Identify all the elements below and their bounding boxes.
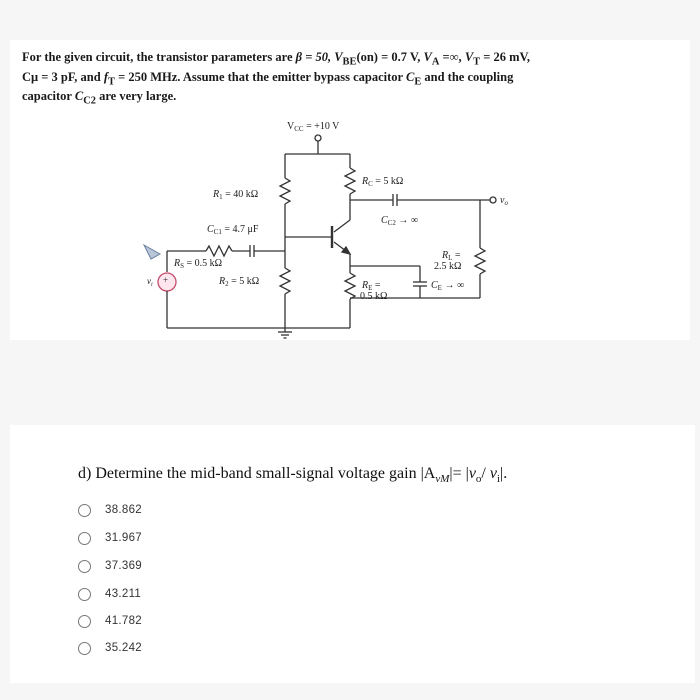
rl-resistor: [475, 248, 485, 274]
radio-button[interactable]: [78, 615, 91, 628]
answer-option-6[interactable]: [78, 638, 142, 658]
vo-terminal: [490, 197, 496, 203]
cc2-label: $C_{C2}$ → ∞: [381, 215, 418, 227]
bjt-collector-leg: [334, 220, 350, 232]
source-plus-sign: +: [163, 275, 169, 285]
answer-option-5[interactable]: [78, 611, 142, 631]
answer-option-label: 41.782: [105, 615, 142, 627]
question-text: d) Determine the mid-band small-signal voltage gain $|A_{vM}|= |v_o/$ $v_i|$.: [78, 465, 508, 486]
vcc-label: $V_{CC} = +10$ V: [287, 121, 340, 133]
radio-button[interactable]: [78, 504, 91, 517]
answer-option-label: 35.242: [105, 642, 142, 654]
radio-button[interactable]: [78, 532, 91, 545]
answer-option-3[interactable]: [78, 556, 142, 576]
answer-option-4[interactable]: [78, 584, 141, 604]
circuit-diagram: [10, 40, 690, 340]
radio-button[interactable]: [78, 560, 91, 573]
vcc-terminal: [315, 135, 321, 141]
problem-statement: For the given circuit, the transistor parameters are β = 50, $V_{BE}(on) = 0.7$ V, $V_A$ =∞, $V_T = 26$ mV, Cμ = 3 pF, and $f_T = 250$ MHz. Assume that the emitter bypass capacitor $C_E$ and the coupling capacitor $C_{C2}$ are very large.: [22, 50, 531, 107]
rc-resistor: [345, 168, 355, 194]
rl-label: $R_L$ =: [442, 250, 461, 262]
re-label: $R_E$ =: [362, 280, 381, 292]
ce-label: $C_E$ → ∞: [431, 280, 465, 292]
problem-text-line3: capacitor: [22, 89, 75, 103]
vo-label: $v_o$: [500, 195, 508, 207]
rc-label: $R_C = 5$ kΩ: [362, 176, 404, 188]
answer-option-label: 37.369: [105, 560, 142, 572]
r2-resistor: [280, 268, 290, 294]
problem-text-line2: Cμ = 3 pF, and: [22, 69, 104, 84]
answer-option-label: 31.967: [105, 532, 142, 544]
problem-card: [10, 40, 690, 340]
problem-text-line1: For the given circuit, the transistor parameters are: [22, 50, 296, 64]
answer-option-1[interactable]: [78, 500, 142, 520]
r1-resistor: [280, 178, 290, 204]
answer-option-label: 38.862: [105, 504, 142, 516]
bjt-emitter-arrow: [342, 247, 350, 254]
r1-label: $R_1 = 40$ kΩ: [213, 189, 259, 201]
radio-button[interactable]: [78, 588, 91, 601]
answer-option-label: 43.211: [105, 588, 142, 600]
source-flag-icon: [144, 245, 160, 259]
vi-label: $v_i$: [147, 276, 153, 288]
rs-label: $R_S = 0.5$ kΩ: [174, 258, 223, 270]
rs-resistor: [206, 246, 232, 256]
radio-button[interactable]: [78, 642, 91, 655]
r2-label: $R_2 = 5$ kΩ: [219, 276, 260, 288]
cc1-label: $C_{C1} = 4.7$ μF: [207, 224, 259, 236]
re-value: 0.5 kΩ: [360, 291, 388, 302]
re-resistor: [345, 273, 355, 299]
rl-value: 2.5 kΩ: [434, 261, 462, 272]
answer-option-2[interactable]: [78, 528, 142, 548]
question-card: [10, 425, 695, 683]
